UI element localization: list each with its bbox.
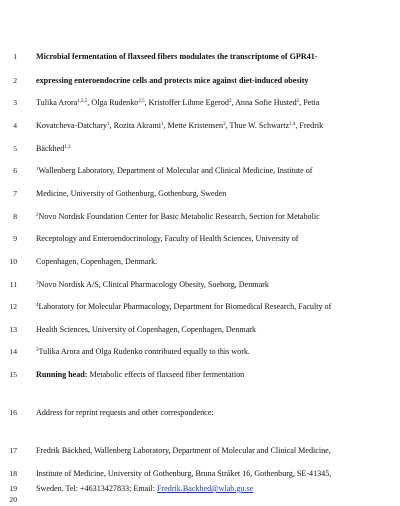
manuscript-line-7 (0, 188, 400, 200)
line-number: 4 (13, 121, 17, 130)
manuscript-line-16 (0, 407, 400, 419)
author-affiliation-marker: 2 (296, 99, 300, 104)
affiliation-text: Health Sciences, University of Copenhagen, Copenhagen, Denmark (36, 325, 257, 334)
line-number: 17 (9, 446, 17, 455)
author-name: Thue W. Schwartz (229, 121, 290, 130)
line-number: 7 (13, 189, 17, 198)
author-affiliation-marker: 2,5 (138, 99, 145, 104)
manuscript-line-14 (0, 346, 400, 358)
running-head-text: Metabolic effects of flaxseed fiber fermentation (87, 370, 245, 379)
author-name: Mette Kristensen (167, 121, 224, 130)
author-affiliation-marker: 1 (107, 122, 110, 127)
line-number: 10 (9, 257, 17, 266)
line-number: 5 (13, 144, 17, 153)
manuscript-line-11 (0, 279, 400, 291)
manuscript-line-6 (0, 165, 400, 177)
contact-details: Sweden. Tel: +46313427833; Email: (36, 484, 157, 493)
author-list-line-2: Kovatcheva-Datchary$^1$, Rozita Akrami$^1$, Mette Kristensen$^3$, Thue W. Schwartz$^{2,4}$, Fredrik (36, 121, 324, 130)
manuscript-line-9 (0, 233, 400, 245)
author-affiliation-marker: 1,2,5 (77, 99, 88, 104)
email-link[interactable]: Fredrik.Backhed@wlab.gu.se (156, 484, 254, 493)
line-number: 18 (9, 469, 17, 478)
manuscript-line-20 (0, 494, 400, 506)
affiliation-marker: 4 (36, 303, 39, 308)
author-name: Anna Sofie Husted (235, 98, 297, 107)
author-name: Tulika Arora (36, 98, 78, 107)
author-affiliation-marker: 1 (161, 122, 164, 127)
affiliation-marker: 1 (36, 167, 39, 172)
manuscript-line-18 (0, 468, 400, 480)
line-number: 14 (9, 347, 17, 356)
affiliation-1 (36, 165, 380, 177)
line-number: 13 (9, 325, 17, 334)
title-line-2: expressing enteroendocrine cells and protects mice against diet-induced obesity (36, 76, 309, 85)
equal-contribution-note (36, 346, 380, 358)
line-number: 1 (13, 52, 17, 61)
affiliation-3 (36, 279, 380, 291)
affiliation-text: Tulika Arora and Olga Rudenko contributed equally to this work. (38, 347, 250, 356)
manuscript-line-4 (0, 120, 400, 132)
author-affiliation-marker: 3 (223, 122, 226, 127)
line-number: 19 (9, 484, 17, 493)
affiliation-2 (36, 211, 380, 223)
author-list-line-3: Bäckhed$^{1,2}$ (36, 144, 71, 153)
line-number: 11 (9, 280, 17, 289)
line-number: 8 (13, 212, 17, 221)
author-name: Kristoffer Lihme Egerod (148, 98, 229, 107)
affiliation-text: Laboratory for Molecular Pharmacology, Department for Biomedical Research, Faculty of (38, 302, 332, 311)
affiliation-text: Wallenberg Laboratory, Department of Molecular and Clinical Medicine, Institute of (38, 166, 313, 175)
line-number: 6 (13, 166, 17, 175)
manuscript-line-8 (0, 211, 400, 223)
affiliation-text: Novo Nordisk Foundation Center for Basic Metabolic Research, Section for Metabolic (38, 212, 320, 221)
author-name: Olga Rudenko (91, 98, 139, 107)
line-number: 9 (13, 234, 17, 243)
affiliation-text: Medicine, University of Gothenburg, Gothenburg, Sweden (36, 189, 227, 198)
manuscript-line-10 (0, 256, 400, 268)
affiliation-marker: 2 (36, 213, 39, 218)
line-number: 12 (9, 302, 17, 311)
author-name: Rozita Akrami (113, 121, 161, 130)
title-line-1: Microbial fermentation of flaxseed fibers modulates the transcriptome of GPR41- (36, 52, 318, 61)
manuscript-line-13 (0, 324, 400, 336)
affiliation-text: Novo Nordisk A/S, Clinical Pharmacology Obesity, Soeborg, Denmark (38, 280, 269, 289)
author-affiliation-marker: 2,4 (289, 122, 296, 127)
manuscript-line-3 (0, 97, 400, 109)
manuscript-line-5 (0, 143, 400, 155)
author-affiliation-marker: 2 (228, 99, 232, 104)
line-number: 20 (9, 495, 17, 504)
running-head-label: Running head: (36, 370, 88, 379)
manuscript-line-12 (0, 301, 400, 313)
line-number: 2 (13, 76, 17, 85)
line-number: 15 (9, 370, 17, 379)
affiliation-marker: 3 (36, 281, 39, 286)
address-heading: Address for reprint requests and other correspondence: (36, 408, 214, 417)
manuscript-line-17 (0, 445, 400, 457)
line-number: 16 (9, 408, 17, 417)
affiliation-4 (36, 301, 380, 313)
manuscript-line-2 (0, 75, 400, 87)
correspondence-line-1: Fredrik Bäckhed, Wallenberg Laboratory, Department of Molecular and Clinical Medicine, (36, 446, 331, 455)
affiliation-text: Receptology and Enteroendocrinology, Faculty of Health Sciences, University of (36, 234, 299, 243)
author-affiliation-marker: 1,2 (64, 145, 71, 150)
manuscript-line-1 (0, 51, 400, 63)
running-head (36, 369, 380, 381)
manuscript-line-15 (0, 369, 400, 381)
affiliation-text: Copenhagen, Copenhagen, Denmark. (36, 257, 158, 266)
author-list-line-1: Tulika Arora$^{1,2,5}$, Olga Rudenko$^{2,5}$, Kristoffer Lihme Egerod$^2$, Anna Sofie Husted$^2$, Petia (36, 98, 320, 107)
affiliation-marker: 5 (36, 348, 39, 353)
line-number: 3 (13, 98, 17, 107)
correspondence-line-2: Institute of Medicine, University of Gothenburg, Bruna Stråket 16, Gothenburg, SE-41345, (36, 469, 332, 478)
